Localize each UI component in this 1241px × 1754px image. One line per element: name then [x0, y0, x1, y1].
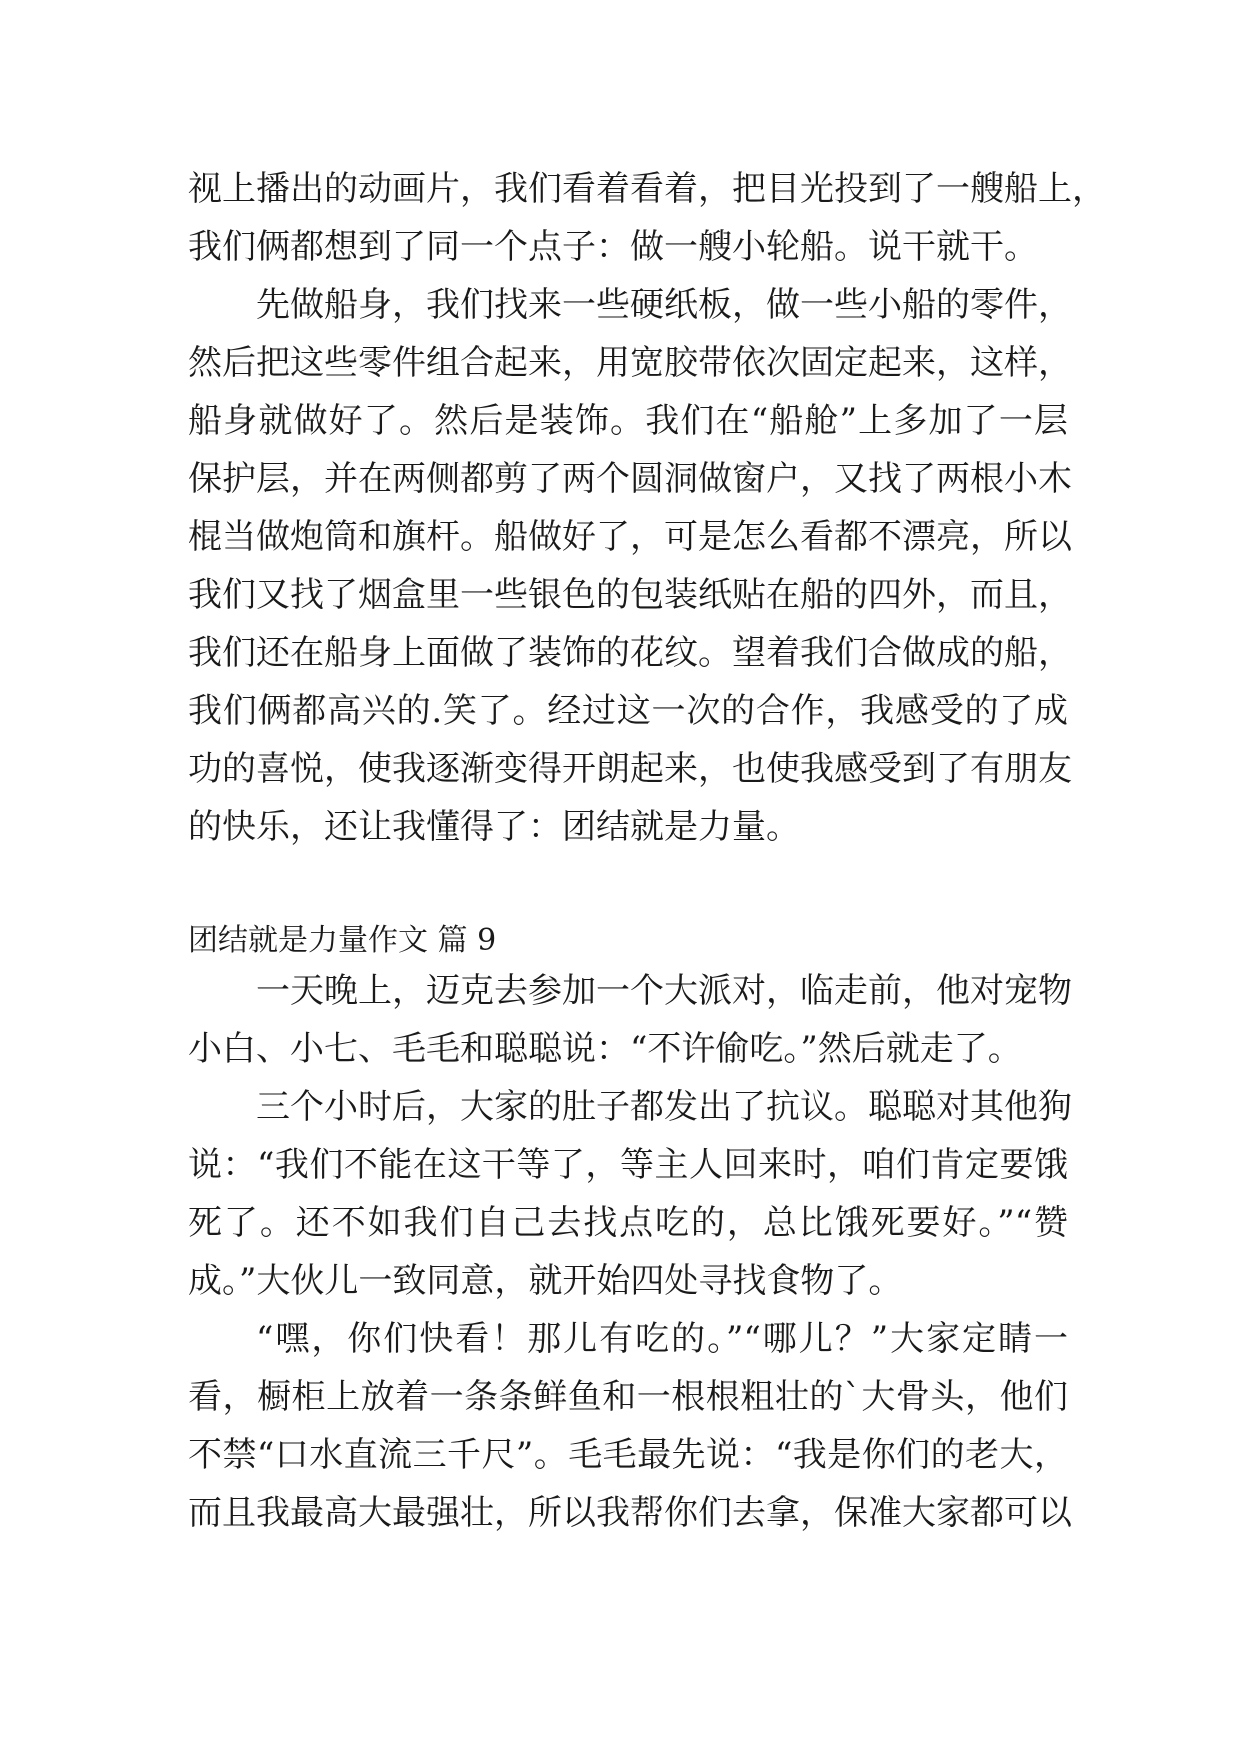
paragraph-line: 先做船身，我们找来一些硬纸板，做一些小船的零件， [256, 285, 1072, 325]
essay-heading-block [188, 916, 1068, 966]
paragraph-line: “嘿，你们快看！那儿有吃的。”“哪儿？”大家定睛一 [256, 1319, 1068, 1359]
paragraph-line: 我们俩都高兴的.笑了。经过这一次的合作，我感受的了成 [188, 691, 1068, 731]
paragraph-line: 我们又找了烟盒里一些银色的包装纸贴在船的四外，而且， [188, 575, 1072, 615]
paragraph-line: 我们还在船身上面做了装饰的花纹。望着我们合做成的船， [188, 633, 1072, 673]
paragraph-line: 一天晚上，迈克去参加一个大派对，临走前，他对宠物 [256, 971, 1072, 1011]
paragraph-line: 船身就做好了。然后是装饰。我们在“船舱”上多加了一层 [188, 401, 1068, 441]
essay-section-8-continued [188, 160, 1106, 856]
paragraph-line: 成。”大伙儿一致同意，就开始四处寻找食物了。 [188, 1261, 903, 1301]
paragraph-line: 不禁“口水直流三千尺”。毛毛最先说：“我是你们的老大， [188, 1435, 1068, 1475]
paragraph-line: 棍当做炮筒和旗杆。船做好了，可是怎么看都不漂亮，所以 [188, 517, 1072, 557]
essay-heading: 团结就是力量作文 篇 9 [188, 923, 497, 958]
paragraph-line: 而且我最高大最强壮，所以我帮你们去拿，保准大家都可以 [188, 1493, 1072, 1533]
essay-section-9 [188, 962, 1072, 1542]
paragraph-line: 的快乐，还让我懂得了：团结就是力量。 [188, 807, 800, 847]
paragraph-line: 保护层，并在两侧都剪了两个圆洞做窗户，又找了两根小木 [188, 459, 1072, 499]
paragraph-line: 说：“我们不能在这干等了，等主人回来时，咱们肯定要饿 [188, 1145, 1068, 1185]
paragraph-line: 小白、小七、毛毛和聪聪说：“不许偷吃。”然后就走了。 [188, 1029, 1022, 1069]
paragraph-line: 功的喜悦，使我逐渐变得开朗起来，也使我感受到了有朋友 [188, 749, 1072, 789]
paragraph-line: 三个小时后，大家的肚子都发出了抗议。聪聪对其他狗 [256, 1087, 1072, 1127]
paragraph-line: 看，橱柜上放着一条条鲜鱼和一根根粗壮的`大骨头，他们 [188, 1377, 1068, 1417]
paragraph-line: 然后把这些零件组合起来，用宽胶带依次固定起来，这样， [188, 343, 1072, 383]
paragraph-line: 死了。还不如我们自己去找点吃的，总比饿死要好。”“赞 [188, 1203, 1068, 1243]
paragraph-line: 视上播出的动画片，我们看着看着，把目光投到了一艘船上， [188, 169, 1106, 209]
paragraph-line: 我们俩都想到了同一个点子：做一艘小轮船。说干就干。 [188, 227, 1038, 267]
